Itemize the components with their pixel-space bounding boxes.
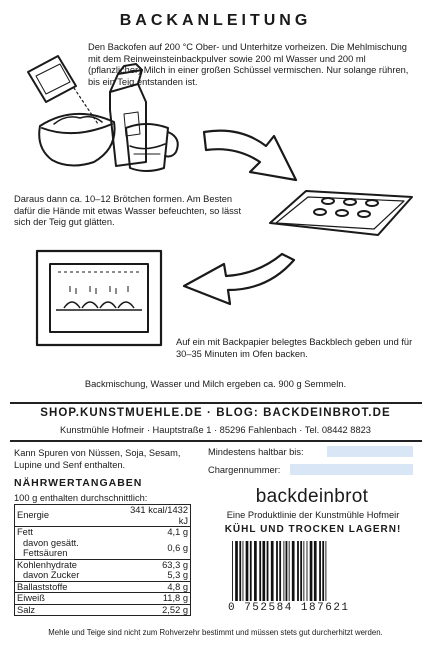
table-row [15, 581, 191, 593]
yield-summary: Backmischung, Wasser und Milch ergeben ca. 900 g Semmeln. [84, 379, 347, 389]
oven-illustration [34, 248, 164, 348]
nutrient-value: 63,3 g [121, 559, 191, 570]
barcode-bar [310, 541, 313, 601]
page-title: BACKANLEITUNG [119, 12, 312, 29]
nutrient-label: Eiweiß [15, 593, 121, 605]
barcode-bar [259, 541, 261, 601]
nutrient-value: 4,1 g [121, 527, 191, 538]
barcode-bar [297, 541, 299, 601]
nutrient-value: 4,8 g [121, 581, 191, 593]
table-row [15, 559, 191, 570]
baking-tray-illustration [266, 185, 416, 241]
barcode-bar [276, 541, 278, 601]
nutrient-value: 0,6 g [167, 542, 188, 553]
barcode-bar [319, 541, 321, 601]
table-row [15, 570, 191, 581]
safety-footnote: Mehle und Teige sind nicht zum Rohverzehr bestimmt und müssen stets gut durcherhitzt werden. [48, 628, 383, 637]
divider-bottom [10, 440, 422, 442]
website-links: SHOP.KUNSTMUEHLE.DE · BLOG: BACKDEINBROT.DE [40, 407, 391, 419]
batch-number-field[interactable] [290, 464, 413, 475]
storage-instruction: KÜHL UND TROCKEN LAGERN! [224, 524, 402, 535]
barcode-bar [279, 541, 281, 601]
barcode-bar [300, 541, 302, 601]
nutrient-value: 2,52 g [121, 604, 191, 616]
curved-arrow-left-icon [178, 250, 298, 320]
nutrient-label: Salz [15, 604, 121, 616]
barcode-bar [322, 541, 324, 601]
batch-number-label: Chargennummer: [208, 465, 281, 475]
curved-arrow-right-icon [200, 124, 310, 194]
step-bake: Auf ein mit Backpapier belegtes Backblech geben und für 30–35 Minuten im Ofen backen. [176, 337, 413, 359]
brand-logo: backdeinbrot [255, 486, 369, 507]
barcode-bar [232, 541, 233, 601]
barcode-bar [235, 541, 238, 601]
barcode-bar [292, 541, 295, 601]
barcode-bar [325, 541, 326, 601]
step-shape-rolls: Daraus dann ca. 10–12 Brötchen formen. Am Besten dafür die Hände mit etwas Wasser befeuchten, so lässt sich der Teig gut glätten. [14, 194, 242, 228]
nutrient-label: Energie [17, 510, 50, 521]
table-row [15, 527, 191, 538]
barcode-bar [250, 541, 252, 601]
barcode-bar [267, 541, 269, 601]
nutrient-value: 341 kcal/1432 kJ [130, 505, 188, 526]
best-before-field[interactable] [327, 446, 413, 457]
barcode-bar [307, 541, 308, 601]
company-address: Kunstmühle Hofmeir · Hauptstraße 1 · 85296 Fahlenbach · Tel. 08442 8823 [60, 425, 371, 435]
barcode-bar [303, 541, 304, 601]
nutrient-label: Ballaststoffe [15, 581, 121, 593]
barcode-number: 0 752584 187621 [228, 602, 350, 614]
barcode-bar [246, 541, 249, 601]
table-row [15, 593, 191, 605]
barcode-bar [314, 541, 317, 601]
barcode-bar [283, 541, 284, 601]
barcode-bar [254, 541, 257, 601]
brand-tagline: Eine Produktlinie der Kunstmühle Hofmeir [226, 510, 400, 520]
step-preheat-mix: Den Backofen auf 200 °C Ober- und Unterhitze vorheizen. Die Mehlmischung mit dem Reinweinsteinbackpulver sowie 200 ml Wasser und 200 ml (pflanzlicher) Milch in einer großen Schüssel vermischen. Nur solange rühren, bis ein Teig entstanden ist. [88, 42, 409, 87]
nutrient-label: davon Zucker [23, 570, 80, 580]
barcode [230, 541, 410, 601]
nutrient-label: Fett [15, 527, 121, 538]
nutrient-value: 11,8 g [121, 593, 191, 605]
barcode-bar [243, 541, 244, 601]
nutrition-per-100g: 100 g enthalten durchschnittlich: [14, 493, 148, 503]
table-row [15, 505, 191, 527]
divider-top [10, 402, 422, 404]
table-row [15, 604, 191, 616]
barcode-bar [239, 541, 241, 601]
barcode-bar [289, 541, 290, 601]
table-row [15, 538, 191, 560]
nutrition-heading: NÄHRWERTANGABEN [14, 477, 143, 489]
best-before-label: Mindestens haltbar bis: [208, 447, 304, 457]
nutrition-table [14, 504, 191, 616]
allergen-notice: Kann Spuren von Nüssen, Soja, Sesam, Lupine und Senf enthalten. [14, 448, 181, 470]
barcode-bar [262, 541, 265, 601]
nutrient-label: Kohlenhydrate [15, 559, 121, 570]
nutrient-value: 5,3 g [167, 570, 188, 580]
barcode-bar [271, 541, 274, 601]
barcode-bar [286, 541, 288, 601]
nutrient-label: davon gesätt. Fettsäuren [23, 537, 79, 558]
